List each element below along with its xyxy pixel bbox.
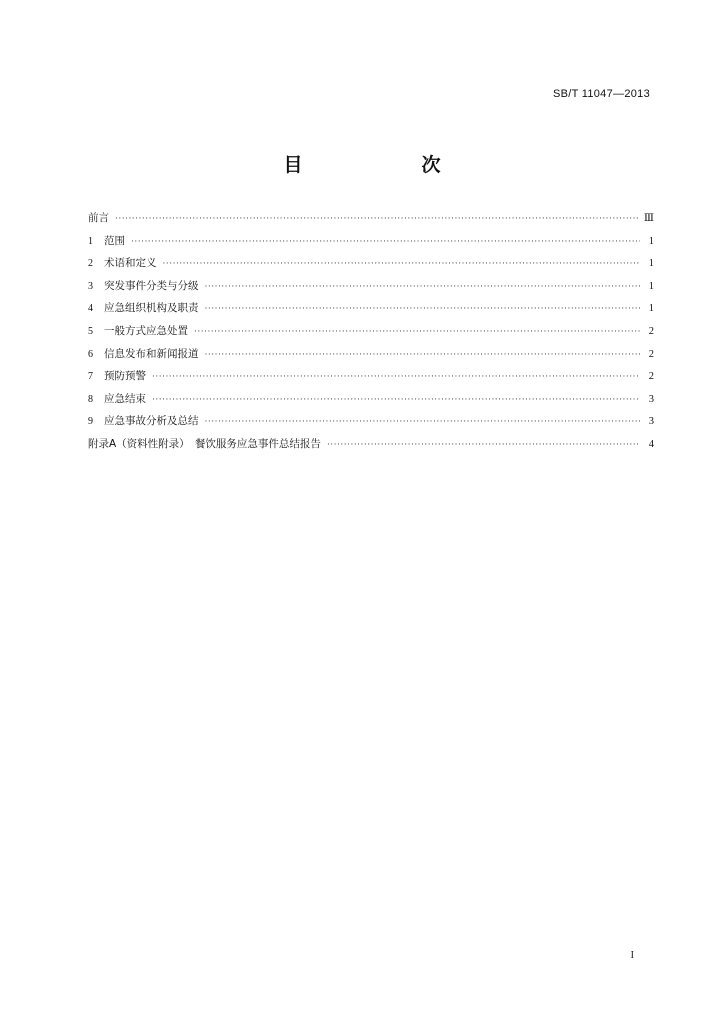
toc-label: 一般方式应急处置 [104,324,188,337]
toc-number: 9 [88,416,93,428]
toc-label: 范围 [104,234,125,247]
toc-leader-dots [194,327,640,337]
toc-label: 应急组织机构及职责 [104,302,199,315]
standard-code: SB/T 11047—2013 [552,88,650,100]
toc-page: 1 [648,235,654,247]
toc-entry-8[interactable] [88,391,654,414]
toc-number: 7 [88,371,93,383]
toc-entry-foreword[interactable] [88,210,654,233]
toc-page: 4 [648,438,654,450]
toc-label: 预防预警 [104,370,146,383]
toc-page: 2 [648,348,654,360]
toc-leader-dots [205,304,641,314]
toc-page: 2 [648,325,654,337]
toc-entry-7[interactable] [88,368,654,391]
toc-number: 3 [88,280,93,292]
toc-leader-dots [205,282,641,292]
toc-leader-dots [152,372,640,382]
toc-label: 前言 [88,212,109,224]
toc-page: 3 [648,416,654,428]
toc-label: 信息发布和新闻报道 [104,347,199,360]
toc-number: 6 [88,348,93,360]
toc-leader-dots [115,214,640,224]
toc-entry-4[interactable] [88,300,654,323]
toc-page: 1 [648,303,654,315]
toc-leader-dots [205,350,641,360]
toc-entry-1[interactable] [88,233,654,256]
toc-label: 突发事件分类与分级 [104,279,199,292]
toc-page: Ⅲ [643,213,654,224]
toc-leader-dots [205,417,641,427]
toc-number: 4 [88,303,93,315]
toc-page: 2 [648,371,654,383]
toc-number: 8 [88,393,93,405]
table-of-contents [88,210,654,459]
toc-page: 1 [648,280,654,292]
toc-entry-6[interactable] [88,346,654,369]
page-number: I [630,950,634,961]
toc-leader-dots [327,440,640,450]
toc-entry-5[interactable] [88,323,654,346]
toc-page: 3 [648,393,654,405]
toc-entry-appendix-a[interactable] [88,436,654,459]
toc-label: 术语和定义 [104,257,157,270]
toc-leader-dots [163,259,641,269]
toc-label: 应急事故分析及总结 [104,415,199,428]
toc-number: 1 [88,235,93,247]
toc-leader-dots [131,237,640,247]
toc-number: 2 [88,258,93,270]
toc-label: 附录A（资料性附录） 餐饮服务应急事件总结报告 [88,437,321,450]
toc-entry-3[interactable] [88,278,654,301]
toc-page: 1 [648,258,654,270]
toc-entry-2[interactable] [88,255,654,278]
toc-label: 应急结束 [104,392,146,405]
toc-number: 5 [88,325,93,337]
toc-entry-9[interactable] [88,413,654,436]
page-title: 目 次 [283,154,491,176]
toc-leader-dots [152,395,640,405]
